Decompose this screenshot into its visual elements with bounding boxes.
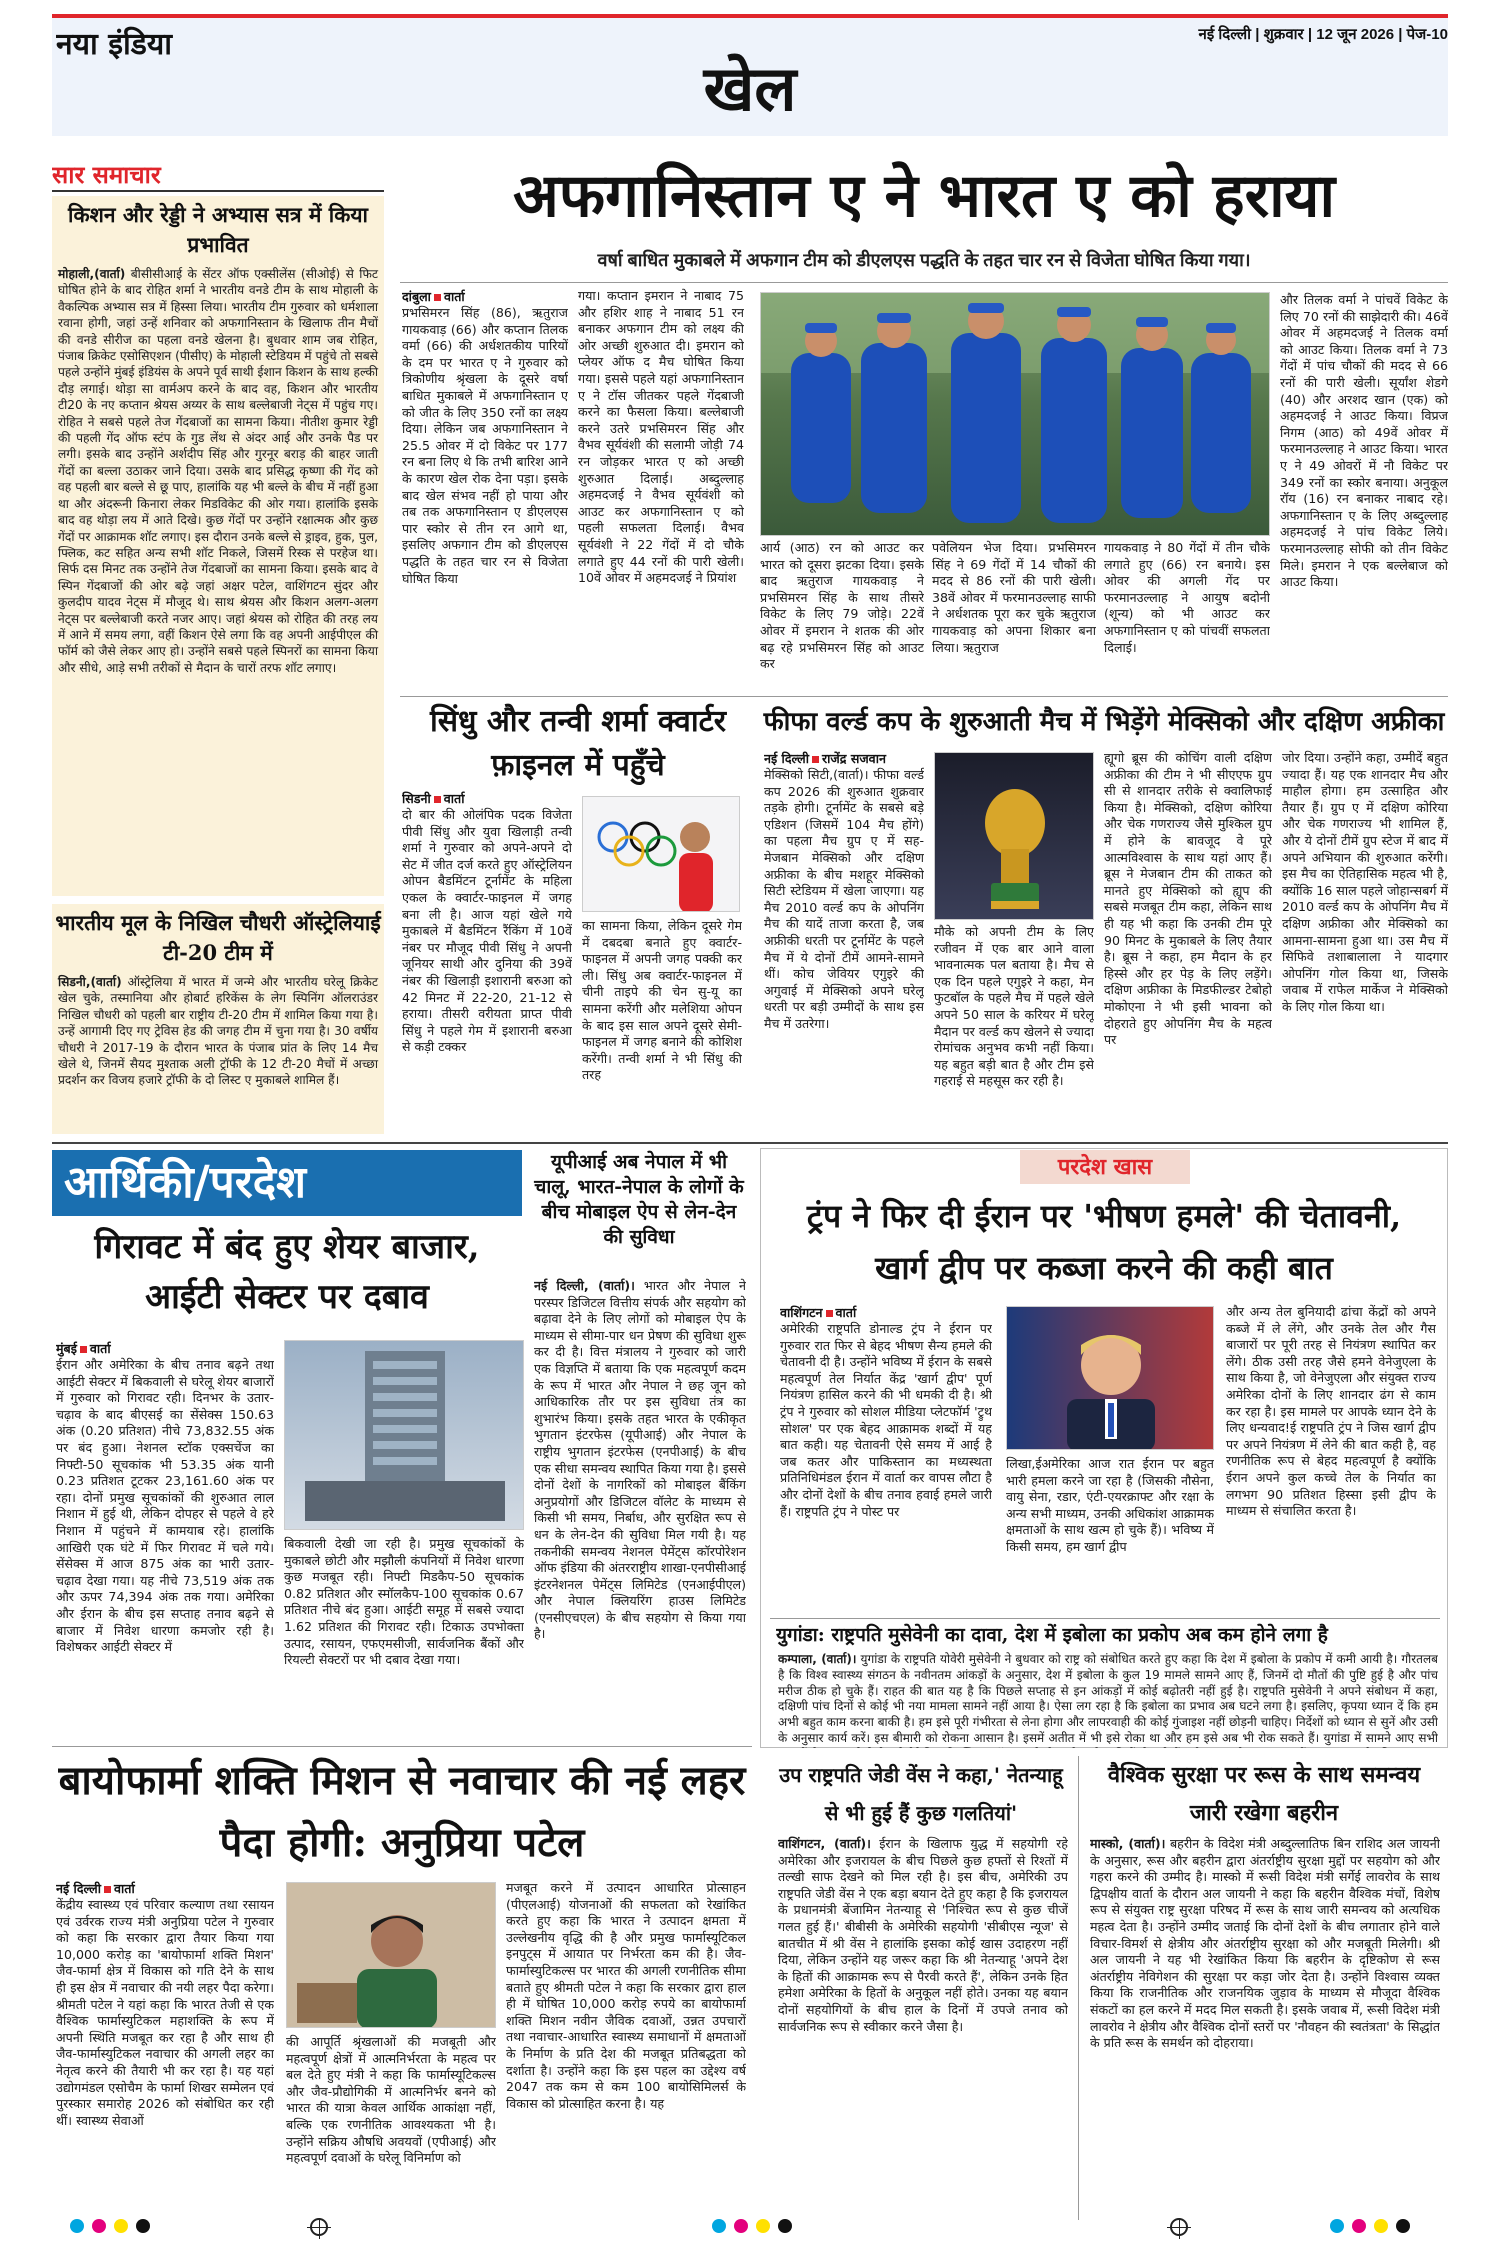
edition-line: नई दिल्ली | शुक्रवार | 12 जून 2026 | पेज-10 xyxy=(1198,26,1448,43)
sar1-headline: किशन और रेड्डी ने अभ्यास सत्र में किया प्रभावित xyxy=(68,202,368,257)
badminton-illustration xyxy=(583,797,740,912)
economy-banner: आर्थिकी/परदेश xyxy=(52,1150,522,1216)
trophy-illustration xyxy=(935,753,1094,920)
fifa-text-4: जोर दिया। उन्होंने कहा, उम्मीदें बहुत ज्यादा हैं। यह एक शानदार मैच और माहौल होगा। हम उत्साहित और तैयार हैं। ग्रुप ए में दक्षिण कोरिया और चेक गणराज्य भी शामिल हैं, और ये दोनों टीमें ग्रुप स्टेज में बाद में अपने अभियान की शुरुआत करेंगी। इस मैच का ऐतिहासिक महत्व भी है, क्योंकि 16 साल पहले जोहान्सबर्ग में 2010 वर्ल्ड कप के ओपनिंग मैच में दक्षिण अफ्रीका और मेक्सिको का आमना-सामना हुआ था। उस मैच में सिफिवे तशाबालाला ने यादगार ओपनिंग गोल किया था, जिसके जवाब में राफेल मार्केज ने मेक्सिको के लिए गोल किया था। xyxy=(1282,750,1448,1014)
sar-brief-1 xyxy=(52,196,384,896)
sar2-headline: भारतीय मूल के निखिल चौधरी ऑस्ट्रेलियाई टी-20 टीम में xyxy=(55,910,381,965)
fifa-col-1 xyxy=(764,750,924,1138)
sar2-byline: सिडनी,(वार्ता) xyxy=(58,975,122,989)
biopharma-text-2: की आपूर्ति श्रृंखलाओं की मजबूती और महत्वपूर्ण क्षेत्रों में आत्मनिर्भरता के महत्व पर बल देते हुए मंत्री ने कहा कि फार्मास्यूटिकल्स और जैव-प्रौद्योगिकी में आत्मनिर्भर बनने को भारत की यात्रा केवल आर्थिक आकांक्षा नहीं, बल्कि एक रणनीतिक आवश्यकता भी है। उन्होंने सक्रिय औषधि अवयवों (एपीआई) और महत्वपूर्ण दवाओं के घरेलू विनिर्माण को xyxy=(286,2034,496,2166)
economy-byline: मुंबई xyxy=(56,1341,77,1356)
vance-byline: वाशिंगटन, (वार्ता)। xyxy=(778,1836,871,1851)
uganda-body: युगांडा के राष्ट्रपति योवेरी मुसेवेनी ने बुधवार को राष्ट्र को संबोधित करते हुए कहा कि देश में इबोला के प्रकोप में कमी आयी है। गौरतलब है कि विश्व स्वास्थ्य संगठन के नवीनतम आंकड़ों के अनुसार, देश में इबोला के कुल 19 मामले सामने आए हैं, जिनमें दो मौतों की पुष्टि हुई है और पांच मरीज ठीक हो चुके हैं। राहत की बात यह है कि पिछले सप्ताह से इन आंकड़ों में कोई बढ़ोतरी नहीं हुई है। राष्ट्रपति मुसेवेनी ने अपने संबोधन में कहा, दक्षिणी पांच दिनों से कोई भी नया मामला सामने नहीं आया है। ऐसा लग रहा है कि इबोला का प्रभाव अब घटने लगा है। इसलिए, कृपया ध्यान दें कि हम अभी बहुत काम करना बाकी है। हम इसे पूरी गंभीरता से लेना होगा और लापरवाही की कोई गुंजाइश नहीं छोड़नी चाहिए। निर्देशों को ध्यान से सुनें और उसी के अनुसार कार्य करें। इस बीमारी को रोकना आसान है। इसमें अतीत में भी इसे रोका था और हम इसे अब भी रोक सकते हैं। युगांडा में सामने आए सभी xyxy=(778,1652,1438,1745)
sindhu-text-1: दो बार की ओलंपिक पदक विजेता पीवी सिंधु और युवा खिलाड़ी तन्वी शर्मा ने गुरुवार को अपने-अपने दो सेट में जीत दर्ज करते हुए ऑस्ट्रेलियन ओपन बैडमिंटन टूर्नामेंट के महिला एकल के क्वार्टर-फाइनल में जगह बना ली है। आज यहां खेले गये मुकाबले में बैडमिंटन रैंकिंग में 10वें नंबर पर मौजूद पीवी सिंधु ने अपनी जूनियर साथी और दुनिया की 39वें नंबर की खिलाड़ी इशारानी बरुआ को 42 मिनट में 22-20, 21-12 से हराया। तीसरी वरीयता प्राप्त पीवी सिंधु ने पहले गेम में इशारानी बरुआ से कड़ी टक्कर xyxy=(402,807,572,1055)
sindhu-headline[interactable]: सिंधु और तन्वी शर्मा क्वार्टर फ़ाइनल में पहुँचे xyxy=(429,704,727,783)
lead-agency: वार्ता xyxy=(443,289,465,304)
sar2-text: ऑस्ट्रेलिया में भारत में जन्मे और भारतीय घरेलू क्रिकेट खेल चुके, तस्मानिया और होबार्ट हरिकेंस के लेग स्पिनिंग ऑलराउंडर निखिल चौधरी को पहली बार राष्ट्रीय टी-20 टीम में शामिल किया गया है। उन्हें आगामी दिए गए ट्रेविस हेड की जगह टीम में चुना गया है। 30 वर्षीय चौधरी ने 2017-19 के दौरान भारत के पंजाब प्रांत के लिए 14 मैच खेले थे, जिनमें सैयद मुश्ताक अली ट्रॉफी के 12 टी-20 मैचों में अच्छा प्रदर्शन कर विजय हजारे ट्रॉफी के दो लिस्ट ए मुकाबले शामिल हैं। xyxy=(58,975,379,1088)
print-marks-right xyxy=(1330,2218,1460,2238)
sar1-byline: मोहाली,(वार्ता) xyxy=(58,267,126,281)
fifa-text-1: मेक्सिको सिटी,(वार्ता)। फीफा वर्ल्ड कप 2026 की शुरुआत शुक्रवार तड़के होगी। टूर्नामेंट के सबसे बड़े एडिशन (जिसमें 104 मैच होंगे) का पहला मैच ग्रुप ए में सह-मेजबान मेक्सिको और दक्षिण अफ्रीका के बीच मशहूर मेक्सिको सिटी स्टेडियम में खेला जाएगा। यह मैच 2010 वर्ल्ड कप के ओपनिंग मैच की यादें ताजा करता है, जब अफ्रीकी धरती पर टूर्नामेंट के पहले मैच में ये दोनों टीमें आमने-सामने थीं। कोच जेवियर एगुइरे की अगुवाई में मेक्सिको अपने घरेलू धरती पर बड़ी उम्मीदों के साथ इस मैच में उतरेगा। xyxy=(764,767,924,1031)
biopharma-text-3: मजबूत करने में उत्पादन आधारित प्रोत्साहन (पीएलआई) योजनाओं की सफलता को रेखांकित करते हुए कहा कि भारत ने उत्पादन क्षमता में उल्लेखनीय वृद्धि की है और प्रमुख फार्मास्यूटिकल इनपुट्स में आयात पर निर्भरता कम की है। जैव-फार्मास्युटिकल्स पर भारत की अगली रणनीतिक सीमा बताते हुए श्रीमती पटेल ने कहा कि सरकार द्वारा हाल ही में घोषित 10,000 करोड़ रुपये का बायोफार्मा शक्ति मिशन नवीन जैविक दवाओं, उन्नत उपचारों तथा नवाचार-आधारित स्वास्थ्य समाधानों में क्षमताओं के निर्माण के प्रति देश की मजबूत प्रतिबद्धता को दर्शाता है। उन्होंने कहा कि इस पहल का उद्देश्य वर्ष 2047 तक कम से कम 100 बायोसिमिलर्स के विकास को प्रोत्साहित करना है। यह xyxy=(506,1880,746,2111)
sindhu-photo[interactable] xyxy=(582,796,740,912)
upi-body: भारत और नेपाल ने परस्पर डिजिटल वित्तीय संपर्क और सहयोग को बढ़ावा देने के लिए लोगों को मोबाइल ऐप के माध्यम से सीमा-पार धन प्रेषण की सुविधा शुरू कर दी है। वित्त मंत्रालय ने गुरुवार को जारी एक विज्ञप्ति में बताया कि एक महत्वपूर्ण कदम के रूप में भारत और नेपाल ने छह जून को आधिकारिक तौर पर इस सुविधा तंत्र का शुभारंभ किया। इसके तहत भारत के एकीकृत भुगतान इंटरफेस (यूपीआई) और नेपाल के राष्ट्रीय भुगतान इंटरफेस (एनपीआई) के बीच एक सीधा समन्वय स्थापित किया गया है। इससे दोनों देशों के नागरिकों को मोबाइल बैंकिंग अनुप्रयोगों और डिजिटल वॉलेट के माध्यम से किसी भी समय, निर्बाध, और सुरक्षित रूप से धन के लेन-देन की सुविधा मिल गयी है। यह तकनीकी समन्वय नेशनल पेमेंट्स कॉरपोरेशन ऑफ इंडिया की अंतरराष्ट्रीय शाखा-एनपीसीआई इंटरनेशनल पेमेंट्स लिमिटेड (एनआईपीएल) और नेपाल क्लियरिंग हाउस लिमिटेड (एनसीएचएल) के बीच सहयोग से किया गया है। xyxy=(534,1278,746,1642)
edition-date: 12 जून 2026 xyxy=(1316,26,1395,43)
bahrain-headline[interactable]: वैश्विक सुरक्षा पर रूस के साथ समन्वय जारी रखेगा बहरीन xyxy=(1107,1762,1421,1826)
trump-photo[interactable] xyxy=(1006,1306,1214,1450)
upi-text xyxy=(534,1278,746,1740)
registration-mark-right xyxy=(1160,2218,1200,2240)
biopharma-agency: वार्ता xyxy=(114,1881,135,1896)
world-cup-trophy-photo[interactable] xyxy=(934,752,1094,920)
section-title: खेल xyxy=(703,52,797,125)
biopharma-col-1 xyxy=(56,1880,274,2220)
lead-text-2: गया। कप्तान इमरान ने नाबाद 75 और हशिर शाह ने नाबाद 51 रन बनाकर अफगान टीम को लक्ष्य की ओर अच्छी शुरुआत दी। इमरान को प्लेयर ऑफ द मैच घोषित किया गया। इससे पहले यहां अफगानिस्तान ए ने टॉस जीतकर पहले गेंदबाजी करने का फैसला किया। बल्लेबाजी करने उतरे प्रभसिमरन सिंह और वैभव सूर्यवंशी की सलामी जोड़ी 74 रन जोड़कर भारत ए को अच्छी शुरुआत दिलाई। अब्दुल्लाह अहमदजई ने वैभव सूर्यवंशी को आउट कर अफगानिस्तान ए को पहली सफलता दिलाई। वैभव सूर्यवंशी ने 22 गेंदों में दो चौके लगाते हुए 44 रनों की पारी खेली। 10वें ओवर में अहमदजई ने प्रियांश xyxy=(578,288,744,586)
vance-headline[interactable]: उप राष्ट्रपति जेडी वेंस ने कहा,' नेतन्याहू से भी हुई हैं कुछ गलतियां' xyxy=(779,1763,1063,1825)
bahrain-text xyxy=(1090,1836,1440,2220)
print-marks-center xyxy=(712,2218,892,2238)
sar-brief-2 xyxy=(52,904,384,1134)
fifa-byline: नई दिल्ली xyxy=(764,751,809,766)
fifa-headline[interactable]: फीफा वर्ल्ड कप के शुरुआती मैच में भिड़ेंगे मेक्सिको और दक्षिण अफ्रीका xyxy=(763,707,1445,737)
edition-city: नई दिल्ली xyxy=(1198,26,1252,43)
sar-label: सार समाचार xyxy=(52,160,161,188)
sindhu-col-1 xyxy=(402,790,572,1138)
biopharma-byline: नई दिल्ली xyxy=(56,1881,101,1896)
sindhu-byline: सिडनी xyxy=(402,791,431,806)
trump-col-1 xyxy=(780,1304,992,1614)
bse-building-photo[interactable] xyxy=(284,1340,524,1530)
lead-text-6: और तिलक वर्मा ने पांचवें विकेट के लिए 70 रनों की साझेदारी की। 46वें ओवर में अहमदजई ने तिलक वर्मा को आउट किया। तिलक वर्मा ने 73 गेंदों में पांच चौकों की मदद से 66 रनों की पारी खेली। सूर्यांश शेडगे (40) और अरशद खान (एक) को अहमदजई ने आउट किया। विप्रज निगम (आठ) को 49वें ओवर में फरमानउल्लाह ने आउट किया। भारत ए ने 49 ओवरों में नौ विकेट पर 349 रनों का स्कोर बनाया। अनुकूल रॉय (16) रन बनाकर नाबाद रहे। अफगानिस्तान ए के लिए अब्दुल्लाह अहमदजई ने पांच विकेट लिये। फरमानउल्लाह सोफी को तीन विकेट मिले। इमरान ने एक बल्लेबाज को आउट किया। xyxy=(1280,292,1448,590)
lead-byline: दांबुला xyxy=(402,289,431,304)
portrait-illustration xyxy=(1007,1307,1214,1450)
upi-byline: नई दिल्ली, (वार्ता)। xyxy=(534,1278,635,1293)
lead-text-3: आर्य (आठ) रन को आउट कर भारत को दूसरा झटका दिया। इसके बाद ऋतुराज गायकवाड़ ने प्रभसिमरन सिंह के साथ तीसरे विकेट के लिए 79 जोड़े। 22वें ओवर में इमरान ने शतक की ओर बढ़ रहे प्रभसिमरन सिंह को आउट कर xyxy=(760,540,924,672)
bahrain-body: बहरीन के विदेश मंत्री अब्दुल्लातिफ बिन राशिद अल जायनी के अनुसार, रूस और बहरीन द्वारा अंतर्राष्ट्रीय सुरक्षा मुद्दों पर सहयोग को और गहरा करने की उम्मीद है। मास्को में रूसी विदेश मंत्री सर्गेई लावरोव के साथ द्विपक्षीय वार्ता के दौरान अल जायनी ने कहा कि बहरीन वैश्विक मंचों, विशेष रूप से संयुक्त राष्ट्र सुरक्षा परिषद में रूस के साथ जारी समन्वय को अत्यधिक महत्व देता है। उन्होंने उम्मीद जताई कि दोनों देशों के बीच लगातार होने वाले विचार-विमर्श से क्षेत्रीय और अंतर्राष्ट्रीय सुरक्षा को और मजबूती मिलेगी। श्री अल जायनी ने यह भी रेखांकित किया कि बहरीन के दृष्टिकोण से रूस अंतर्राष्ट्रीय नेविगेशन की सुरक्षा पर कड़ा जोर देता है। उन्होंने विश्वास व्यक्त किया कि राजनीतिक और राजनयिक जुड़ाव के माध्यम से मौजूदा वैश्विक संकटों का हल करने में मदद मिल सकती है। इसके जवाब में, रूसी विदेश मंत्री लावरोव ने क्षेत्रीय और वैश्विक दोनों स्तरों पर 'नौवहन की स्वतंत्रता' के सिद्धांत के प्रति रूस के समर्थन को दोहराया। xyxy=(1090,1836,1440,2051)
sindhu-text-2: का सामना किया, लेकिन दूसरे गेम में दबदबा बनाते हुए क्वार्टर-फाइनल में अपनी जगह पक्की कर ली। सिंधु अब क्वार्टर-फाइनल में चीनी ताइपे की चेन सु-यू का सामना करेंगी और मलेशिया ओपन के बाद इस साल अपने दूसरे सेमी-फाइनल में जगह बनाने की कोशिश करेंगी। तन्वी शर्मा ने भी सिंधु की तरह xyxy=(582,918,742,1083)
players-illustration xyxy=(761,293,1270,536)
upi-headline[interactable]: यूपीआई अब नेपाल में भी चालू, भारत-नेपाल के लोगों के बीच मोबाइल ऐप से लेन-देन की सुविधा xyxy=(534,1151,744,1248)
biopharma-text-1: केंद्रीय स्वास्थ्य एवं परिवार कल्याण तथा रसायन एवं उर्वरक राज्य मंत्री अनुप्रिया पटेल ने गुरुवार को कहा कि सरकार द्वारा तैयार किया गया 10,000 करोड़ का 'बायोफार्मा शक्ति मिशन' जैव-फार्मा क्षेत्र में विकास को गति देने के साथ ही इस क्षेत्र में नवाचार की नयी लहर पैदा करेगा। श्रीमती पटेल ने यहां कहा कि भारत तेजी से एक वैश्विक फार्मास्युटिकल महाशक्ति के रूप में अपनी स्थिति मजबूत कर रहा है और साथ ही जैव-फार्मास्युटिकल नवाचार की अगली लहर का नेतृत्व करने की तैयारी भी कर रहा है। यह यहां उद्योगमंडल एसोचैम के फार्मा शिखर सम्मेलन एवं पुरस्कार समारोह 2026 को संबोधित कर रही थीं। स्वास्थ्य सेवाओं xyxy=(56,1897,274,2128)
lead-text-1: प्रभसिमरन सिंह (86), ऋतुराज गायकवाड़ (66) और कप्तान तिलक वर्मा (66) की अर्धशतकीय पारियों के दम पर भारत ए ने गुरुवार को त्रिकोणीय श्रृंखला के दूसरे वर्षा बाधित मुकाबले में अफगानिस्तान ए को जीत के लिए 350 रनों का लक्ष्य दिया। लेकिन जब अफगानिस्तान ने 25.5 ओवर में दो विकेट पर 177 रन बना लिए थे कि तभी बारिश आने के कारण खेल रोक देना पड़ा। इसके बाद खेल संभव नहीं हो पाया और तब तक अफगानिस्तान ए डीएलएस पार स्कोर से तीन रन आगे था, इसलिए अफगान टीम को डीएलएस पद्धति के तहत चार रन से विजेता घोषित किया xyxy=(402,305,568,586)
fifa-text-2: मौके को अपनी टीम के लिए रजीवन में एक बार आने वाला भावनात्मक पल बताया है। मैच से एक दिन पहले एगुइरे ने कहा, मेन फुटबॉल के पहले मैच में पहले खेले अपने 50 साल के करियर में घरेलू मैदान पर वर्ल्ड कप खेलने से ज्यादा रोमांचक अनुभव कभी नहीं किया। यह बहुत बड़ी बात है और टीम इसे गहराई से महसूस कर रही है। xyxy=(934,924,1094,1089)
uganda-text xyxy=(778,1652,1438,1748)
economy-headline[interactable]: गिरावट में बंद हुए शेयर बाजार, आईटी सेक्टर पर दबाव xyxy=(94,1227,480,1317)
trump-byline: वाशिंगटन xyxy=(780,1305,823,1320)
sindhu-agency: वार्ता xyxy=(443,791,465,806)
cricket-team-photo[interactable] xyxy=(760,292,1270,536)
lead-text-5: गायकवाड़ ने 80 गेंदों में तीन चौके लगाते हुए (66) रन बनाये। इस ओवर की अगली गेंद पर फरमानउल्लाह ने आयुष बदोनी (शून्य) को भी आउट कर अफगानिस्तान ए को पांचवीं सफलता दिलाई। xyxy=(1104,540,1270,655)
edition-day: शुक्रवार xyxy=(1263,26,1304,43)
lead-headline[interactable]: अफगानिस्तान ए ने भारत ए को हराया xyxy=(513,161,1335,231)
pardesh-tag: परदेश खास xyxy=(1020,1150,1190,1184)
anupriya-patel-photo[interactable] xyxy=(286,1882,496,2028)
print-marks-left xyxy=(70,2218,250,2238)
uganda-byline: कम्पाला, (वार्ता)। xyxy=(778,1652,857,1666)
page-number: पेज-10 xyxy=(1406,26,1448,43)
economy-col-1 xyxy=(56,1340,274,1740)
sar1-text: बीसीसीआई के सेंटर ऑफ एक्सीलेंस (सीओई) से फिट घोषित होने के बाद रोहित शर्मा ने भारतीय वनडे टीम के साथ मोहाली के वैकल्पिक अभ्यास सत्र में हिस्सा लिया। भारतीय टीम गुरुवार को धर्मशाला रवाना होगी, जहां उन्हें शनिवार को अफगानिस्तान के खिलाफ तीन मैचों की वनडे सीरीज का पहला वनडे खेलना है। बुधवार शाम जब रोहित, पंजाब क्रिकेट एसोसिएशन (पीसीए) के मोहाली स्टेडियम में पहुंचे तो सबसे पहले उन्होंने मुंबई इंडियंस के अपने पूर्व साथी ईशान किशन के साथ हल्की दौड़ लगाई। थोड़ा सा वार्मअप करने के बाद वह, किशन और भारतीय टी20 के नए कप्तान श्रेयस अय्यर के साथ बल्लेबाजी नेट्स में पहुंच गए। रोहित ने सबसे पहले तेज गेंदबाजों का सामना किया। नीतीश कुमार रेड्डी की पहली गेंद ऑफ स्टंप के गुड लेंथ से अंदर आई और उनके पैड पर लगी। इसके बाद उन्होंने अर्शदीप सिंह और गुरनूर बराड़ की बाहर जाती गेंदों का बल्ला उठाकर जाने दिया। उसके बाद प्रसिद्ध कृष्णा की गेंद को वह पहली बार बल्ले से छू पाए, हालांकि यह भी बल्ले के बीच में नहीं हुआ था और अंदरूनी किनारा लेकर मिडविकेट की ओर गया। हालांकि इसके बाद वह थोड़ा लय में आते दिखे। कुछ गेंदों पर उन्होंने रक्षात्मक और कुछ गेंदों पर आक्रामक शॉट लगाए। इस दौरान उनके बल्ले से ड्राइव, हुक, पुल, फ्लिक, कट सहित अन्य सभी शॉट निकले, जिसमें रिस्क से परहेज था। सिर्फ दस मिनट तक उन्होंने तेज गेंदबाजों का सामना किया। इसके बाद वे स्पिन गेंदबाजों की ओर बढ़े जहां अक्षर पटेल, वाशिंगटन सुंदर और कुलदीप यादव नेट्स में मौजूद थे। साथ श्रेयस और किशन अलग-अलग नेट्स पर बल्लेबाजी करते नजर आए। जहां श्रेयस को रोहित की तरह लय में आने में समय लगा, वहीं किशन ऐसे लगा कि वह अपनी आईपीएल की फॉर्म को जैसे लेकर आए हो। उन्होंने सबसे पहले स्पिनरों का सामना किया और सीधे, आड़े सभी तरीकों से मैदान के चारों तरफ शॉट लगाए। xyxy=(58,267,378,675)
economy-text-2: बिकवाली देखी जा रही है। प्रमुख सूचकांकों के मुकाबले छोटी और मझौली कंपनियों में निवेश धारणा कुछ मजबूत रही। निफ्टी मिडकैप-50 सूचकांक 0.82 प्रतिशत और स्मॉलकैप-100 सूचकांक 0.67 प्रतिशत नीचे बंद हुआ। आईटी समूह में सबसे ज्यादा 1.62 प्रतिशत की गिरावट रही। टिकाऊ उपभोक्ता उत्पाद, रसायन, एफएमसीजी, सार्वजनिक बैंकों और रियल्टी सेक्टरों पर भी दबाव देखा गया। xyxy=(284,1536,524,1668)
trump-agency: वार्ता xyxy=(835,1305,857,1320)
economy-text-1: ईरान और अमेरिका के बीच तनाव बढ़ने तथा आईटी सेक्टर में बिकवाली से घरेलू शेयर बाजारों में गुरुवार को गिरावट रही। दिनभर के उतार-चढ़ाव के बाद बीएसई का सेंसेक्स 150.63 अंक (0.20 प्रतिशत) नीचे 73,832.55 अंक पर बंद हुआ। नेशनल स्टॉक एक्सचेंज का निफ्टी-50 सूचकांक भी 53.35 अंक यानी 0.23 प्रतिशत टूटकर 23,161.60 अंक पर रहा। दोनों प्रमुख सूचकांकों की शुरुआत लाल निशान में हुई थी, लेकिन दोपहर से पहले वे हरे निशान में पहुंचने में कामयाब रहे। हालांकि आखिरी एक घंटे में फिर गिरावट में चले गये। सेंसेक्स में आज 875 अंक का भारी उतार-चढ़ाव देखा गया। यह नीचे 73,519 अंक तक और ऊपर 74,394 अंक तक गया। अमेरिका और ईरान के बीच इस सप्ताह तनाव बढ़ने से बाजार में निवेश धारणा कमजोर रही है। विशेषकर आईटी सेक्टर में xyxy=(56,1357,274,1655)
biopharma-headline[interactable]: बायोफार्मा शक्ति मिशन से नवाचार की नई लहर पैदा होगी: अनुप्रिया पटेल xyxy=(58,1757,746,1866)
registration-mark-left xyxy=(300,2218,340,2240)
economy-agency: वार्ता xyxy=(89,1341,111,1356)
trump-text-2: लिखा,ईअमेरिका आज रात ईरान पर बहुत भारी हमला करने जा रहा है (जिसकी नौसेना, वायु सेना, रडार, एंटी-एयरक्राफ्ट और रक्षा के अन्य सभी माध्यम, उनकी अधिकांश आक्रामक क्षमताओं के साथ खत्म हो चुके हैं)। भविष्य में किसी समय, हम खार्ग द्वीप xyxy=(1006,1456,1214,1554)
vance-body: ईरान के खिलाफ युद्ध में सहयोगी रहे अमेरिका और इजरायल के बीच पिछले कुछ हफ्तों से रिश्तों में तल्खी साफ देखने को मिल रही है। इस बीच, अमेरिकी उप राष्ट्रपति जेडी वेंस ने एक बड़ा बयान देते हुए कहा है कि इजरायल के प्रधानमंत्री बेंजामिन नेतन्याहू से 'निश्चित रूप से कुछ चीजें गलत हुई हैं।' बीबीसी के अमेरिकी सहयोगी 'सीबीएस न्यूज' से बातचीत में श्री वेंस ने हालांकि इसका कोई खास उदाहरण नहीं दिया, लेकिन उन्होंने यह जरूर कहा कि श्री नेतन्याहू 'अपने देश के हितों की आक्रामक रूप से पैरवी करते हैं', लेकिन उनके हित हमेशा अमेरिका के हितों के अनुकूल नहीं होते। उनका यह बयान दोनों सहयोगियों के बीच हाल के दिनों में उपजे तनाव को सार्वजनिक रूप से स्वीकार करने जैसा है। xyxy=(778,1836,1068,2034)
uganda-headline[interactable]: युगांडा: राष्ट्रपति मुसेवेनी का दावा, देश में इबोला का प्रकोप अब कम होने लगा है xyxy=(776,1624,1328,1646)
trump-text-1: अमेरिकी राष्ट्रपति डोनाल्ड ट्रंप ने ईरान पर गुरुवार रात फिर से बेहद भीषण सैन्य हमले की चेतावनी दी है। उन्होंने भविष्य में ईरान के सबसे महत्वपूर्ण तेल निर्यात केंद्र 'खार्ग द्वीप' पूर्ण नियंत्रण हासिल करने की भी धमकी दी है। श्री ट्रंप ने गुरुवार को सोशल मीडिया प्लेटफॉर्म 'ट्रुथ सोशल' पर एक बेहद आक्रामक शब्दों में यह बात कही। यह चेतावनी ऐसे समय में आई है जब कतर और पाकिस्तान का मध्यस्थता प्रतिनिधिमंडल ईरान में वार्ता कर वापस लौटा है और दोनों देशों के बीच तनाव हवाई हमले जारी हैं। राष्ट्रपति ट्रंप ने पोस्ट पर xyxy=(780,1321,992,1519)
trump-text-3: और अन्य तेल बुनियादी ढांचा केंद्रों को अपने कब्जे में ले लेंगे, और उनके तेल और गैस बाजारों पर पूरी तरह से नियंत्रण स्थापित कर लेंगे। ठीक उसी तरह जैसे हमने वेनेजुएला के साथ किया है, जो वेनेजुएला और संयुक्त राज्य अमेरिका दोनों के लिए शानदार ढंग से काम कर रहा है। इस मामले पर आपके ध्यान देने के लिए धन्यवाद!ई राष्ट्रपति ट्रंप ने जिस खार्ग द्वीप पर अपने नियंत्रण में लेने की बात कही है, वह रणनीतिक रूप से बेहद महत्वपूर्ण है क्योंकि ईरान अपने कुल कच्चे तेल के निर्यात का लगभग 90 प्रतिशत हिस्सा इसी द्वीप के माध्यम से संचालित करता है। xyxy=(1226,1304,1436,1519)
fifa-text-3: ह्यूगो ब्रूस की कोचिंग वाली दक्षिण अफ्रीका की टीम ने भी सीएएफ ग्रुप सी से शानदार तरीके से क्वालिफाई किया है। मेक्सिको, दक्षिण कोरिया और चेक गणराज्य जैसे मुश्किल ग्रुप में होने के बावजूद वे पूरे आत्मविश्वास के साथ यहां आए हैं। ब्रूस ने मेजबान टीम की ताकत को मानते हुए मेक्सिको को ह्यूप की सबसे मजबूत टीम कहा, लेकिन साथ ही यह भी कहा कि उनकी टीम पूरे 90 मिनट के मुकाबले के लिए तैयार है। ब्रूस ने कहा, हम मैदान के हर हिस्से और हर पेड़ के लिए लड़ेंगे। दक्षिण अफ्रीका के मिडफील्डर टेबोहो मोकोएना ने भी इसी भावना को दोहराते हुए ओपनिंग मैच के महत्व पर xyxy=(1104,750,1272,1048)
vance-text xyxy=(778,1836,1068,2220)
lead-col-1 xyxy=(402,288,568,688)
bahrain-byline: मास्को, (वार्ता)। xyxy=(1090,1836,1166,1851)
lead-subhead: वर्षा बाधित मुकाबले में अफगान टीम को डीएलएस पद्धति के तहत चार रन से विजेता घोषित किया गया। xyxy=(597,250,1251,270)
paper-logo[interactable]: नया इंडिया xyxy=(56,27,172,62)
fifa-agency: राजेंद्र सजवान xyxy=(822,751,886,766)
building-illustration xyxy=(285,1341,524,1530)
portrait-illustration-2 xyxy=(287,1883,496,2028)
trump-headline[interactable]: ट्रंप ने फिर दी ईरान पर 'भीषण हमले' की चेतावनी, खार्ग द्वीप पर कब्जा करने की कही बात xyxy=(806,1197,1402,1287)
lead-text-4: पवेलियन भेज दिया। प्रभसिमरन सिंह ने 69 गेंदों में 14 चौकों की मदद से 86 रनों की पारी खेली। 38वें ओवर में फरमानउल्लाह साफी ने अर्धशतक पूरा कर चुके ऋतुराज गायकवाड़ को अपना शिकार बना लिया। ऋतुराज xyxy=(932,540,1096,655)
